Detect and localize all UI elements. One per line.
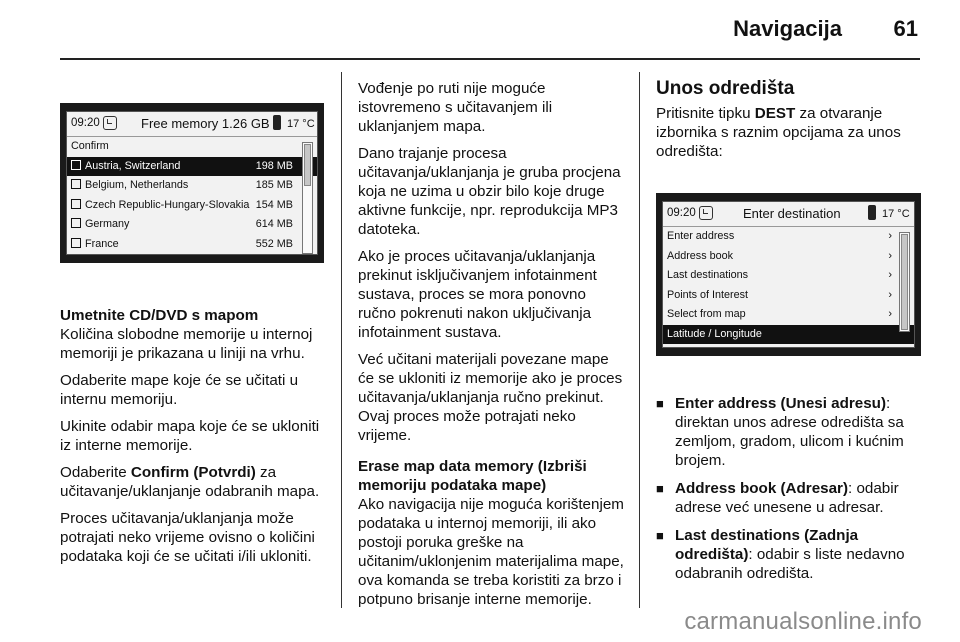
section-heading: Umetnite CD/DVD s mapom: [60, 307, 259, 324]
watermark-text: carmanualsonline.info: [684, 608, 922, 635]
paragraph-text: za otvaranje izbornika s raznim opcijama za unos odredišta:: [656, 105, 901, 160]
checkbox-icon[interactable]: [71, 179, 81, 189]
scrollbar[interactable]: [302, 142, 313, 254]
paragraph: Proces učitavanja/uklanjanja može potrajati neko vrijeme ovisno o količini podataka koji će se učitati i/ili ukloniti.: [60, 510, 315, 565]
column-3-intro: [656, 79, 924, 169]
menu-item-label: Points of Interest: [667, 288, 749, 301]
thermometer-icon: [273, 115, 281, 130]
map-list-item[interactable]: [67, 196, 317, 216]
option-description: : direktan unos adrese odredišta sa zemljom, gradom, ulicom i kućnim brojem.: [675, 395, 904, 469]
screen-time: 09:20: [71, 117, 100, 129]
paragraph: Ako navigacija nije moguća korištenjem podataka u internoj memoriji, ili ako postoji poruka greške na učitanim/uklonjenim materijalima mape, ova komanda se treba koristiti za brzo i potpuno brisanje interne memorije.: [358, 496, 624, 608]
menu-item[interactable]: [663, 305, 914, 325]
option-name: Last destinations (Zadnja odredišta): [675, 527, 859, 563]
scrollbar-thumb[interactable]: [901, 234, 908, 330]
screen-temperature: 17 °C: [287, 118, 315, 130]
map-selection-screen: [60, 103, 324, 263]
menu-item[interactable]: [663, 286, 914, 306]
paragraph-text: za učitavanje/uklanjanje odabranih mapa.: [60, 464, 320, 500]
dest-key-term: DEST: [754, 105, 796, 122]
map-name: Germany: [85, 218, 130, 230]
enter-destination-screen: [656, 193, 921, 356]
clock-icon: [699, 206, 713, 220]
menu-item-label: Last destinations: [667, 269, 749, 281]
map-list-item[interactable]: [67, 235, 317, 255]
map-size: 198 MB: [255, 159, 293, 172]
map-size: 552 MB: [255, 237, 293, 250]
map-name: Belgium, Netherlands: [85, 179, 189, 191]
paragraph: Dano trajanje procesa učitavanja/uklanjanja je gruba procjena koja ne uzima u obzir bilo koje druge aktivne funkcije, npr. reprodukcija MP3 datoteka.: [358, 145, 621, 238]
map-name: Czech Republic-Hungary-Slovakia: [85, 198, 250, 211]
column-divider-1: [341, 72, 342, 608]
option-name: Enter address (Unesi adresu): [675, 395, 887, 412]
checkbox-icon[interactable]: [71, 218, 81, 228]
menu-item-label: Latitude / Longitude: [667, 327, 762, 340]
paragraph: Ukinite odabir mapa koje će se ukloniti iz interne memorije.: [60, 418, 320, 454]
screen-title: Free memory 1.26 GB: [141, 116, 270, 131]
checkbox-icon[interactable]: [71, 199, 81, 209]
page-header-title: Navigacija: [733, 16, 842, 41]
checkbox-icon[interactable]: [71, 238, 81, 248]
map-size: 185 MB: [255, 179, 293, 191]
map-name: France: [85, 237, 119, 250]
menu-item-label: Enter address: [667, 230, 735, 242]
paragraph: Količina slobodne memorije u internoj memoriji je prikazana u liniji na vrhu.: [60, 326, 313, 362]
menu-item[interactable]: [663, 266, 914, 286]
confirm-row[interactable]: Confirm: [71, 140, 109, 152]
chevron-right-icon: ›: [888, 308, 892, 320]
chevron-right-icon: ›: [888, 230, 892, 242]
section-heading: Erase map data memory (Izbriši memoriju podataka mape): [358, 458, 587, 494]
menu-item-label: Select from map: [667, 308, 746, 320]
screen-time: 09:20: [667, 207, 696, 219]
map-size: 154 MB: [255, 198, 293, 211]
clock-icon: [103, 116, 117, 130]
header-divider: [60, 58, 920, 60]
map-list-item[interactable]: [67, 176, 317, 196]
map-list-item[interactable]: [67, 157, 317, 177]
map-size: 614 MB: [255, 218, 293, 230]
column-1-text: [60, 306, 328, 574]
menu-item[interactable]: [663, 227, 914, 247]
chevron-right-icon: ›: [888, 288, 892, 301]
paragraph: [60, 463, 328, 501]
paragraph-text: Odaberite: [60, 464, 131, 481]
column-2-text: [358, 79, 628, 617]
option-description: : odabir adrese već unesene u adresar.: [675, 480, 899, 516]
chevron-right-icon: ›: [888, 269, 892, 281]
map-list-item[interactable]: [67, 215, 317, 235]
bullet-item: [656, 526, 926, 583]
paragraph: [656, 104, 924, 161]
thermometer-icon: [868, 205, 876, 220]
paragraph: Ako je proces učitavanja/uklanjanja prekinut isključivanjem infotainment sustava, proces se mora ponovno ručno pokrenuti nakon uključivanja infotainment sustava.: [358, 248, 597, 341]
confirm-term: Confirm (Potvrdi): [130, 464, 256, 481]
screen-title: Enter destination: [743, 206, 841, 221]
map-name: Austria, Switzerland: [85, 159, 181, 172]
section-title: Unos odredišta: [656, 78, 795, 99]
column-divider-2: [639, 72, 640, 608]
column-3-bullets: [656, 394, 926, 592]
menu-item[interactable]: [663, 325, 914, 345]
screen-status-bar: [663, 202, 914, 227]
option-name: Address book (Adresar): [675, 480, 849, 497]
menu-item[interactable]: [663, 247, 914, 267]
menu-item-label: Address book: [667, 249, 734, 262]
scrollbar-thumb[interactable]: [304, 144, 311, 186]
bullet-item: [656, 394, 926, 470]
option-description: : odabir s liste nedavno odabranih odredišta.: [675, 546, 905, 582]
paragraph: Već učitani materijali povezane mape će se ukloniti iz memorije ako je proces učitavanja/uklanjanja ručno prekinut. Ovaj proces može potrajati neko vrijeme.: [358, 351, 623, 444]
screen-status-bar: [67, 112, 317, 137]
page-number: 61: [893, 16, 918, 41]
scrollbar[interactable]: [899, 232, 910, 332]
bullet-item: [656, 479, 926, 517]
paragraph: Odaberite mape koje će se učitati u internu memoriju.: [60, 372, 299, 408]
chevron-right-icon: ›: [888, 249, 892, 262]
paragraph: Vođenje po ruti nije moguće istovremeno s učitavanjem ili uklanjanjem mapa.: [358, 80, 553, 135]
destination-options-list: [656, 394, 926, 583]
screen-temperature: 17 °C: [882, 208, 910, 220]
paragraph-text: Pritisnite tipku: [656, 105, 755, 122]
checkbox-icon[interactable]: [71, 160, 81, 170]
